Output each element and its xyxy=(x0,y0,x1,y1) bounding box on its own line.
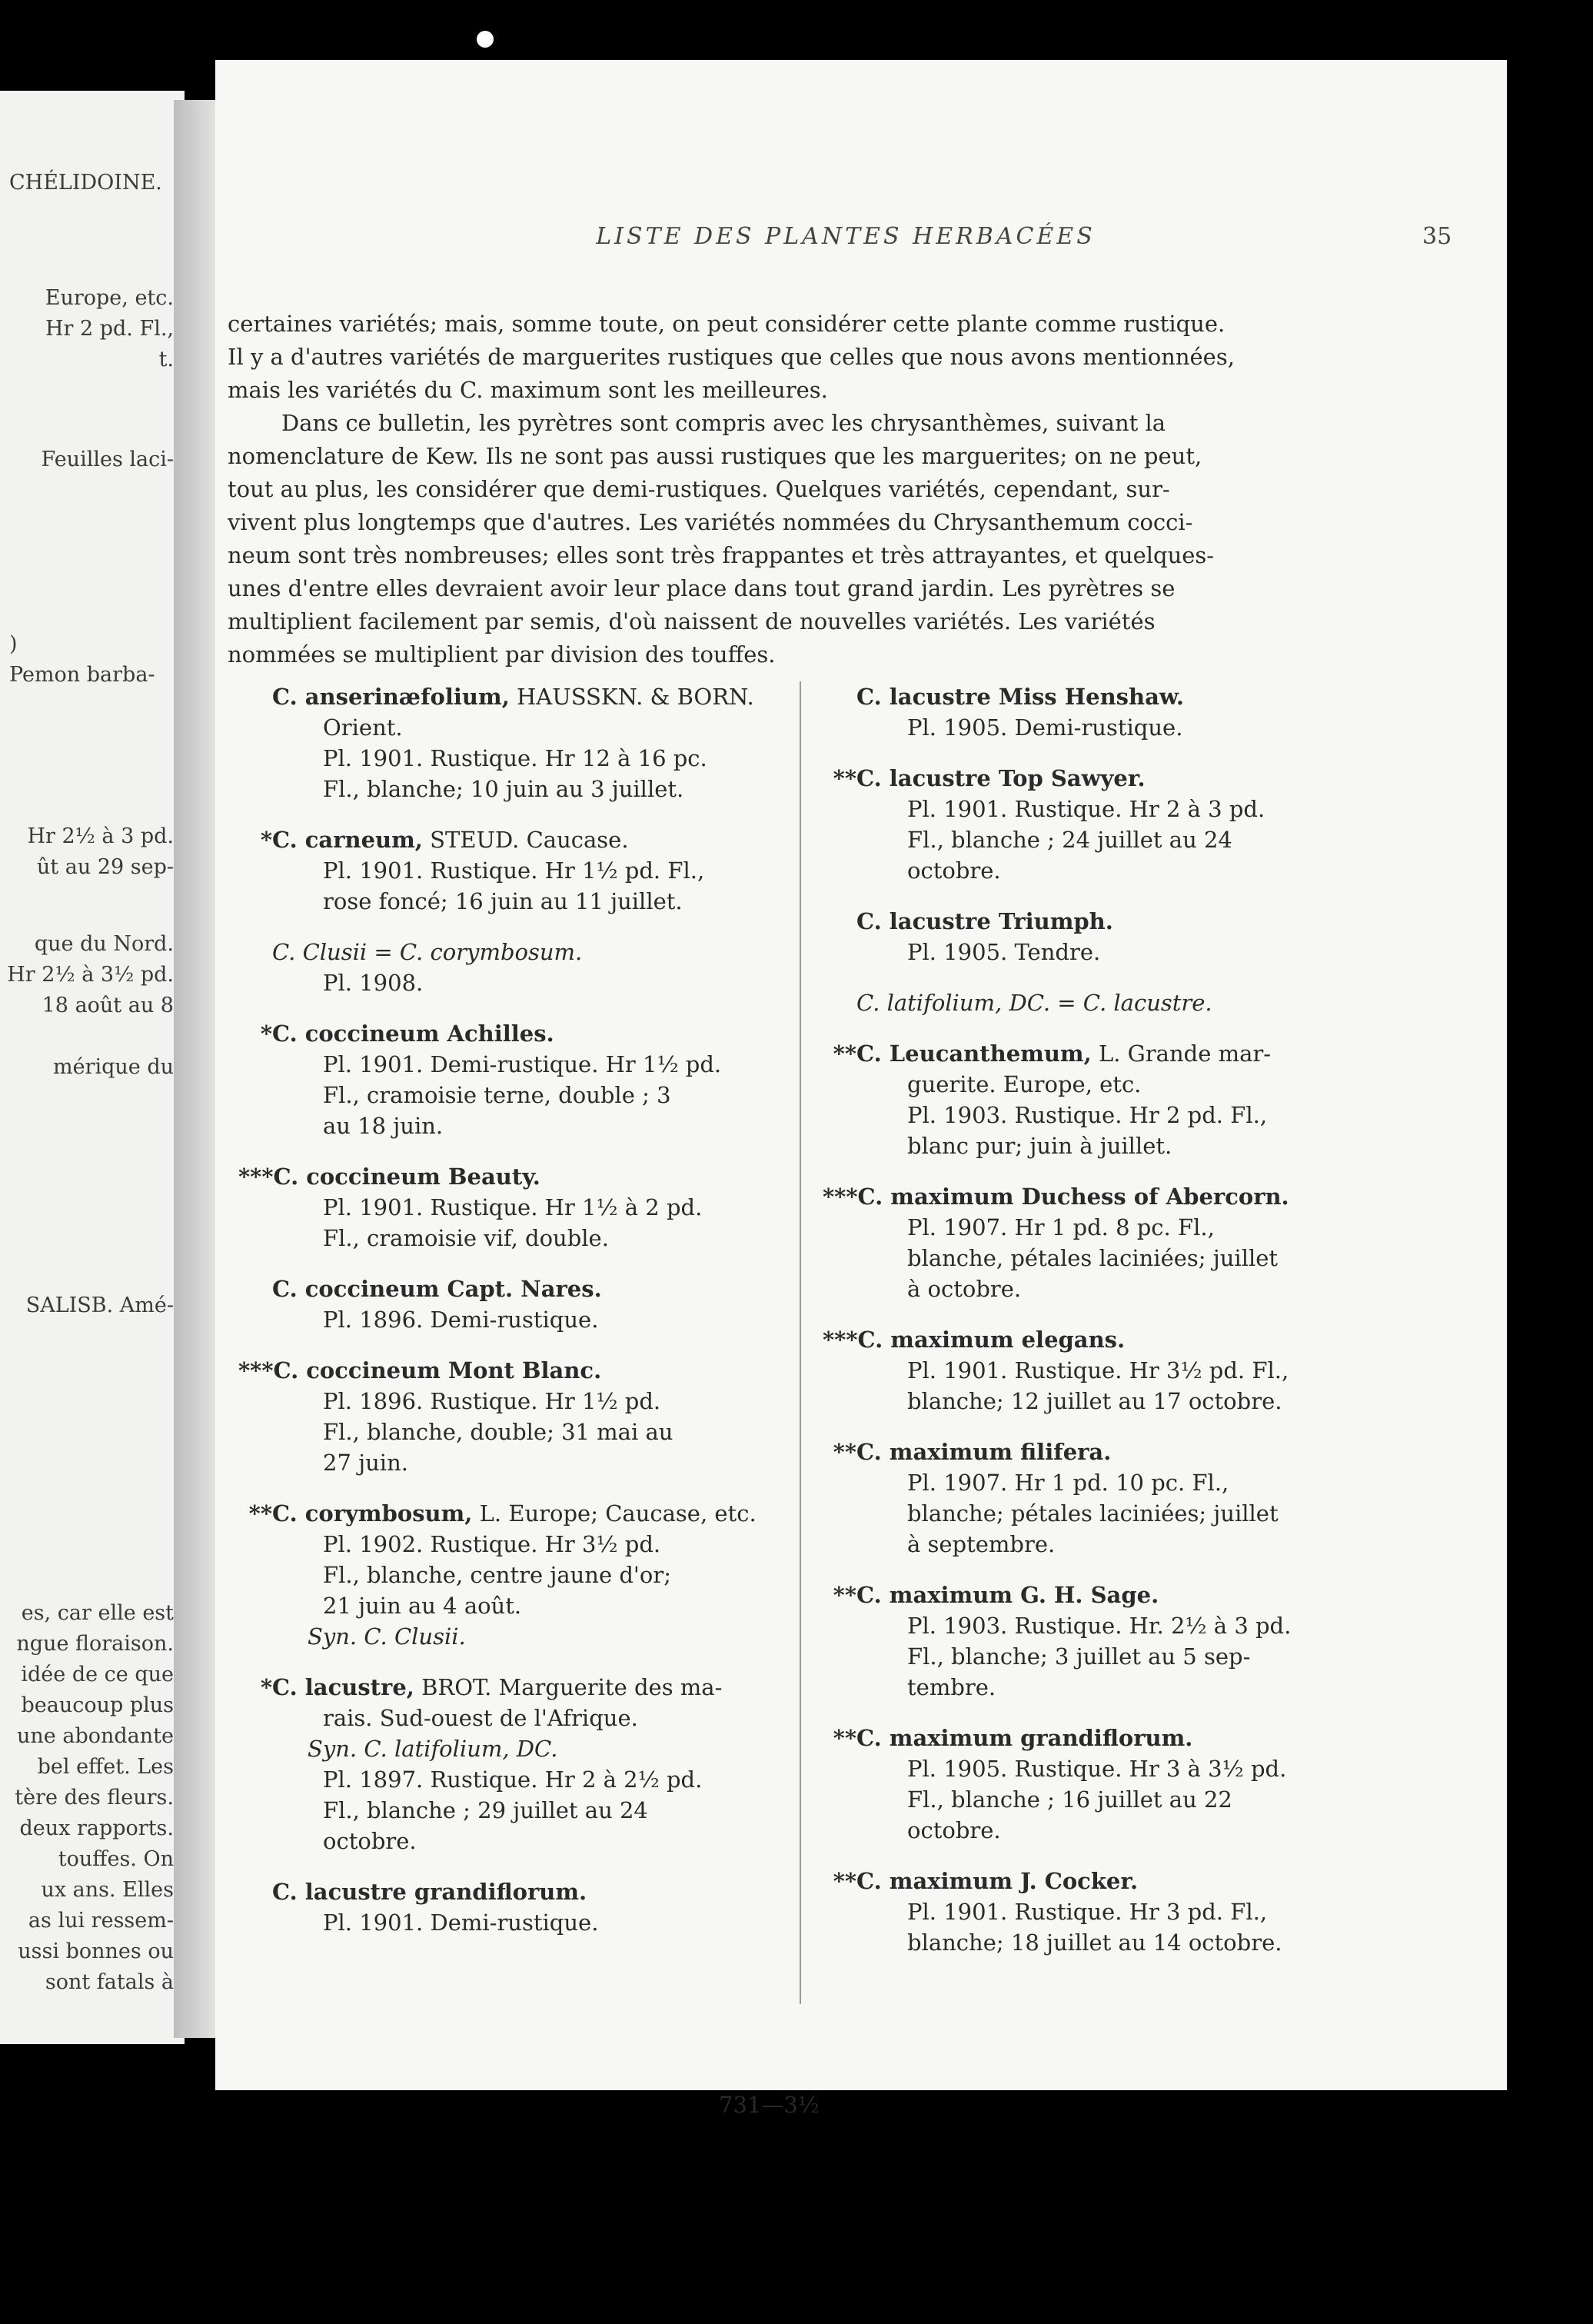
botanical-author: STEUD. xyxy=(430,827,520,853)
column-divider xyxy=(800,681,801,2004)
left-page-text: ) xyxy=(9,632,18,656)
entry-heading xyxy=(238,1355,769,1386)
entry-detail-line: 27 juin. xyxy=(323,1450,408,1476)
text-line: tout au plus, les considérer que demi-rustiques. Quelques variétés, cependant, sur- xyxy=(228,476,1170,502)
entry-detail-line: Pl. 1901. Rustique. Hr 1½ pd. Fl., xyxy=(323,857,705,884)
left-page-text: ût au 29 sep- xyxy=(36,855,174,879)
left-page-text: une abondante xyxy=(17,1724,174,1748)
plant-name: C. Leucanthemum, xyxy=(856,1040,1092,1067)
hardiness-stars: *** xyxy=(823,1327,858,1353)
entry-heading xyxy=(823,681,1461,712)
entry-detail-line: Pl. 1901. Rustique. Hr 1½ à 2 pd. xyxy=(323,1194,703,1220)
left-page-text: ngue floraison. xyxy=(16,1632,174,1656)
entry-origin: Caucase. xyxy=(526,827,629,853)
plant-entry xyxy=(823,763,1461,886)
entry-detail-line: blanche; 12 juillet au 17 octobre. xyxy=(907,1388,1282,1414)
plant-entry xyxy=(238,1355,769,1478)
entry-detail-line: Pl. 1908. xyxy=(323,970,424,996)
left-page-text: Feuilles laci- xyxy=(41,448,174,471)
plant-name: C. lacustre Miss Henshaw. xyxy=(856,684,1185,710)
entry-detail-line: blanche; 18 juillet au 14 octobre. xyxy=(907,1929,1282,1956)
botanical-author: L. xyxy=(1098,1040,1121,1067)
entry-detail-line: octobre. xyxy=(907,1817,1001,1843)
left-page-text: t. xyxy=(158,348,174,371)
entry-detail-line: Pl. 1907. Hr 1 pd. 8 pc. Fl., xyxy=(907,1214,1215,1240)
plant-entry xyxy=(238,681,769,804)
plant-entry xyxy=(823,1038,1461,1161)
text-line: Dans ce bulletin, les pyrètres sont compris avec les chrysanthèmes, suivant la xyxy=(281,410,1166,436)
entry-detail-line: rais. Sud-ouest de l'Afrique. xyxy=(323,1705,638,1731)
entry-origin: Europe; Caucase, etc. xyxy=(508,1500,757,1527)
hardiness-stars: *** xyxy=(823,1184,858,1210)
entry-heading xyxy=(823,1437,1461,1467)
text-line: Il y a d'autres variétés de marguerites rustiques que celles que nous avons mentionnées, xyxy=(228,344,1235,370)
left-page-text: idée de ce que xyxy=(21,1663,174,1686)
plant-name: C. lacustre Triumph. xyxy=(856,908,1113,934)
entry-heading xyxy=(238,681,769,712)
entry-origin: Marguerite des ma- xyxy=(498,1674,723,1700)
plant-name: C. maximum Duchess of Abercorn. xyxy=(857,1184,1289,1210)
left-page-text: ux ans. Elles xyxy=(41,1878,174,1902)
text-line: certaines variétés; mais, somme toute, on peut considérer cette plante comme rustique. xyxy=(228,311,1226,337)
plant-entry xyxy=(823,1324,1461,1417)
intro-text xyxy=(228,308,1535,671)
plant-entry xyxy=(823,1866,1461,1958)
plant-entry xyxy=(823,681,1461,743)
entry-heading xyxy=(238,1876,769,1907)
printer-signature: 731—3½ xyxy=(719,2092,820,2118)
intro-paragraph-1 xyxy=(228,308,1535,407)
plant-name: C. coccineum Achilles. xyxy=(272,1020,554,1047)
left-page-text: Hr 2½ à 3½ pd. xyxy=(7,963,174,987)
hardiness-stars: ** xyxy=(833,1439,856,1465)
entry-heading xyxy=(238,1672,769,1703)
entry-synonym: Syn. C. latifolium, DC. xyxy=(308,1736,558,1762)
entry-heading xyxy=(823,763,1461,794)
left-page-text: Hr 2 pd. Fl., xyxy=(45,317,174,341)
entry-detail-line: Fl., cramoisie terne, double ; 3 xyxy=(323,1082,671,1108)
text-line: unes d'entre elles devraient avoir leur place dans tout grand jardin. Les pyrètres se xyxy=(228,575,1176,601)
hardiness-stars: ** xyxy=(833,1725,856,1751)
botanical-author: BROT. xyxy=(421,1674,492,1700)
entry-detail-line: blanche; pétales laciniées; juillet xyxy=(907,1500,1279,1527)
left-page-text: Europe, etc. xyxy=(45,286,174,310)
plant-entry xyxy=(823,987,1461,1018)
entry-heading xyxy=(823,1580,1461,1610)
left-page-fragment xyxy=(0,91,185,2044)
entry-detail-line: Pl. 1901. Demi-rustique. xyxy=(323,1909,599,1936)
entry-detail-line: tembre. xyxy=(907,1674,996,1700)
plant-name: C. lacustre grandiflorum. xyxy=(272,1879,587,1905)
plant-name: C. maximum J. Cocker. xyxy=(856,1868,1139,1894)
entry-detail-line: Pl. 1903. Rustique. Hr. 2½ à 3 pd. xyxy=(907,1613,1292,1639)
entry-origin: Grande mar- xyxy=(1127,1040,1272,1067)
plant-name: C. maximum grandiflorum. xyxy=(856,1725,1193,1751)
entry-heading xyxy=(238,1161,769,1192)
entry-detail-line: Pl. 1901. Demi-rustique. Hr 1½ pd. xyxy=(323,1051,722,1077)
hardiness-stars: ** xyxy=(833,1868,856,1894)
entry-heading xyxy=(823,1181,1461,1212)
entry-heading xyxy=(823,906,1461,937)
text-line: nommées se multiplient par division des touffes. xyxy=(228,641,776,668)
left-page-text: mérique du xyxy=(52,1055,174,1079)
left-page-text: es, car elle est xyxy=(21,1601,174,1625)
text-line: mais les variétés du C. maximum sont les meilleures. xyxy=(228,377,828,403)
page-number: 35 xyxy=(1422,223,1452,250)
entry-detail-line: blanc pur; juin à juillet. xyxy=(907,1133,1172,1159)
running-title: LISTE DES PLANTES HERBACÉES xyxy=(596,223,1096,250)
entry-detail-line: octobre. xyxy=(907,857,1001,884)
plant-entry xyxy=(823,1580,1461,1703)
plant-name: C. anserinæfolium, xyxy=(272,684,510,710)
entry-detail-line: guerite. Europe, etc. xyxy=(907,1071,1142,1097)
book-gutter xyxy=(174,100,220,2038)
entry-detail-line: Pl. 1903. Rustique. Hr 2 pd. Fl., xyxy=(907,1102,1268,1128)
entry-detail-line: Pl. 1896. Demi-rustique. xyxy=(323,1307,599,1333)
left-page-text: SALISB. Amé- xyxy=(25,1294,174,1317)
botanical-author: L. xyxy=(479,1500,502,1527)
text-line: vivent plus longtemps que d'autres. Les variétés nommées du Chrysanthemum cocci- xyxy=(228,509,1193,535)
entry-detail-line: Pl. 1902. Rustique. Hr 3½ pd. xyxy=(323,1531,661,1557)
entry-detail-line: Orient. xyxy=(323,714,403,741)
plant-name: C. coccineum Beauty. xyxy=(273,1164,540,1190)
hardiness-stars: *** xyxy=(238,1164,274,1190)
entry-detail-line: Pl. 1905. Rustique. Hr 3 à 3½ pd. xyxy=(907,1756,1287,1782)
entry-detail-line: Pl. 1897. Rustique. Hr 2 à 2½ pd. xyxy=(323,1766,703,1793)
left-page-text: tère des fleurs. xyxy=(15,1786,174,1810)
hardiness-stars: ** xyxy=(833,765,856,791)
plant-entry xyxy=(823,1723,1461,1846)
left-page-text: 18 août au 8 xyxy=(42,994,174,1017)
entry-detail-line: Fl., blanche ; 24 juillet au 24 xyxy=(907,827,1232,853)
hardiness-stars: * xyxy=(260,1020,272,1047)
plant-entry xyxy=(238,1274,769,1335)
entry-heading xyxy=(823,987,1461,1018)
entry-detail-line: Pl. 1901. Rustique. Hr 3½ pd. Fl., xyxy=(907,1357,1289,1383)
entry-detail-line: Fl., blanche, centre jaune d'or; xyxy=(323,1562,671,1588)
entry-detail-line: Pl. 1905. Tendre. xyxy=(907,939,1101,965)
plant-name: C. lacustre, xyxy=(272,1674,414,1700)
entry-detail-line: Fl., blanche ; 16 juillet au 22 xyxy=(907,1786,1232,1813)
right-page xyxy=(215,60,1507,2118)
entry-heading xyxy=(238,824,769,855)
botanical-author: HAUSSKN. & BORN. xyxy=(517,684,754,710)
left-page-text: deux rapports. xyxy=(19,1816,174,1840)
plant-name: C. maximum G. H. Sage. xyxy=(856,1582,1159,1608)
entry-detail-line: Fl., blanche, double; 31 mai au xyxy=(323,1419,673,1445)
entry-detail-line: blanche, pétales laciniées; juillet xyxy=(907,1245,1279,1271)
entry-detail-line: Pl. 1907. Hr 1 pd. 10 pc. Fl., xyxy=(907,1470,1229,1496)
hardiness-stars: ** xyxy=(833,1582,856,1608)
entry-detail-line: Pl. 1896. Rustique. Hr 1½ pd. xyxy=(323,1388,661,1414)
text-line: neum sont très nombreuses; elles sont très frappantes et très attrayantes, et quelques- xyxy=(228,542,1215,568)
hardiness-stars: * xyxy=(260,827,272,853)
entry-heading xyxy=(823,1038,1461,1069)
synonym-reference: C. Clusii = C. corymbosum. xyxy=(272,939,583,965)
left-page-text: as lui ressem- xyxy=(28,1909,174,1933)
entry-heading xyxy=(238,1274,769,1304)
plant-name: C. coccineum Capt. Nares. xyxy=(272,1276,602,1302)
scan-speck xyxy=(477,31,494,48)
synonym-reference: C. latifolium, DC. = C. lacustre. xyxy=(856,990,1212,1016)
hardiness-stars: *** xyxy=(238,1357,274,1383)
plant-entry xyxy=(238,937,769,998)
hardiness-stars: * xyxy=(260,1674,272,1700)
intro-paragraph-2-cont xyxy=(228,440,1535,671)
plant-name: C. corymbosum, xyxy=(272,1500,473,1527)
plant-name: C. carneum, xyxy=(272,827,423,853)
text-line: nomenclature de Kew. Ils ne sont pas aussi rustiques que les marguerites; on ne peut, xyxy=(228,443,1202,469)
intro-paragraph-2 xyxy=(228,407,1535,440)
entry-detail-line: Pl. 1901. Rustique. Hr 3 pd. Fl., xyxy=(907,1899,1268,1925)
plant-name: C. maximum filifera. xyxy=(856,1439,1112,1465)
entry-detail-line: Pl. 1901. Rustique. Hr 2 à 3 pd. xyxy=(907,796,1265,822)
plant-entry xyxy=(823,1181,1461,1304)
entry-detail-line: à septembre. xyxy=(907,1531,1056,1557)
entry-detail-line: Fl., cramoisie vif, double. xyxy=(323,1225,609,1251)
entry-synonym: Syn. C. Clusii. xyxy=(308,1623,466,1650)
entry-detail-line: rose foncé; 16 juin au 11 juillet. xyxy=(323,888,683,914)
entry-detail-line: Fl., blanche; 3 juillet au 5 sep- xyxy=(907,1643,1251,1670)
left-page-text: touffes. On xyxy=(58,1847,174,1871)
plant-entry xyxy=(823,1437,1461,1560)
entry-detail-line: au 18 juin. xyxy=(323,1113,444,1139)
left-page-text: bel effet. Les xyxy=(37,1755,174,1779)
left-page-text: CHÉLIDOINE. xyxy=(9,171,162,195)
entries-column-right xyxy=(823,681,1461,1978)
entries-column-left xyxy=(238,681,769,1958)
plant-name: C. coccineum Mont Blanc. xyxy=(273,1357,602,1383)
plant-entry xyxy=(238,1498,769,1652)
text-line: multiplient facilement par semis, d'où naissent de nouvelles variétés. Les variétés xyxy=(228,608,1156,634)
plant-entry xyxy=(823,906,1461,967)
plant-entry xyxy=(238,824,769,917)
entry-detail-line: octobre. xyxy=(323,1828,417,1854)
plant-entry xyxy=(238,1672,769,1856)
left-page-text: sont fatals à xyxy=(45,1970,174,1994)
plant-entry xyxy=(238,1161,769,1254)
entry-heading xyxy=(823,1723,1461,1753)
entry-heading xyxy=(823,1324,1461,1355)
entry-detail-line: Pl. 1905. Demi-rustique. xyxy=(907,714,1183,741)
entry-detail-line: à octobre. xyxy=(907,1276,1022,1302)
plant-entry xyxy=(238,1018,769,1141)
entry-heading xyxy=(238,1498,769,1529)
plant-entry xyxy=(238,1876,769,1938)
entry-detail-line: 21 juin au 4 août. xyxy=(323,1593,522,1619)
left-page-text: ussi bonnes ou xyxy=(18,1939,174,1963)
entry-heading xyxy=(238,937,769,967)
left-page-text: Hr 2½ à 3 pd. xyxy=(27,824,174,848)
entry-heading xyxy=(238,1018,769,1049)
left-page-text: Pemon barba- xyxy=(9,663,155,687)
hardiness-stars: ** xyxy=(248,1500,272,1527)
entry-detail-line: Fl., blanche ; 29 juillet au 24 xyxy=(323,1797,648,1823)
left-page-text: beaucoup plus xyxy=(21,1693,174,1717)
plant-name: C. lacustre Top Sawyer. xyxy=(856,765,1146,791)
entry-detail-line: Pl. 1901. Rustique. Hr 12 à 16 pc. xyxy=(323,745,707,771)
entry-heading xyxy=(823,1866,1461,1896)
entry-detail-line: Fl., blanche; 10 juin au 3 juillet. xyxy=(323,776,684,802)
left-page-text: que du Nord. xyxy=(34,932,174,956)
hardiness-stars: ** xyxy=(833,1040,856,1067)
plant-name: C. maximum elegans. xyxy=(857,1327,1126,1353)
